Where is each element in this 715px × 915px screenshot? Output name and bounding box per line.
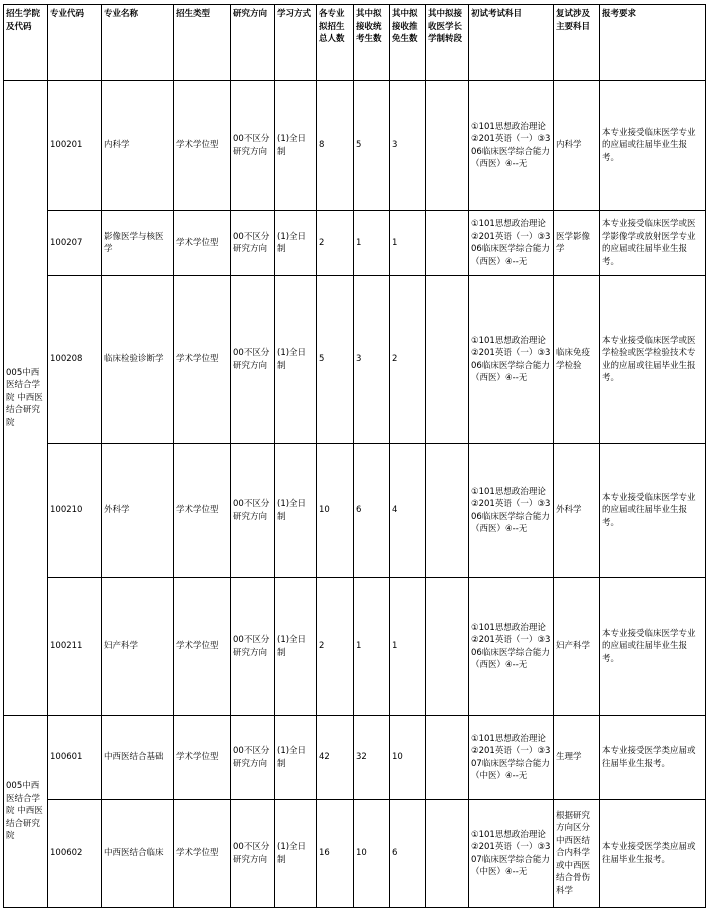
exam-subjects-cell: ①101思想政治理论②201英语（一）③306临床医学综合能力（西医）④--无 [469, 211, 554, 276]
major-code-cell: 100201 [48, 81, 102, 211]
long-program-cell [426, 716, 469, 800]
exam-count-cell: 3 [354, 276, 390, 444]
header-cell: 复试涉及主要科目 [554, 5, 600, 81]
recommend-count-cell: 1 [390, 578, 426, 716]
direction-cell: 00不区分研究方向 [231, 81, 275, 211]
exam-count-cell: 32 [354, 716, 390, 800]
retest-subject-cell: 内科学 [554, 81, 600, 211]
major-name-cell: 中西医结合基础 [102, 716, 174, 800]
major-code-cell: 100207 [48, 211, 102, 276]
total-cell: 2 [317, 578, 354, 716]
retest-subject-cell: 外科学 [554, 444, 600, 578]
total-cell: 8 [317, 81, 354, 211]
major-code-cell: 100210 [48, 444, 102, 578]
table-row [4, 800, 706, 908]
major-name-cell: 内科学 [102, 81, 174, 211]
header-cell: 专业代码 [48, 5, 102, 81]
mode-cell: (1)全日制 [275, 444, 317, 578]
header-cell: 其中拟接收推免生数 [390, 5, 426, 81]
requirement-cell: 本专业接受临床医学专业的应届或往届毕业生报考。 [600, 81, 706, 211]
exam-count-cell: 1 [354, 211, 390, 276]
exam-count-cell: 5 [354, 81, 390, 211]
recommend-count-cell: 10 [390, 716, 426, 800]
direction-cell: 00不区分研究方向 [231, 444, 275, 578]
header-cell: 招生学院及代码 [4, 5, 48, 81]
direction-cell: 00不区分研究方向 [231, 276, 275, 444]
recommend-count-cell: 2 [390, 276, 426, 444]
exam-subjects-cell: ①101思想政治理论②201英语（一）③307临床医学综合能力（中医）④--无 [469, 716, 554, 800]
table-row [4, 276, 706, 444]
exam-count-cell: 10 [354, 800, 390, 908]
mode-cell: (1)全日制 [275, 800, 317, 908]
type-cell: 学术学位型 [174, 716, 231, 800]
exam-count-cell: 1 [354, 578, 390, 716]
major-name-cell: 妇产科学 [102, 578, 174, 716]
long-program-cell [426, 578, 469, 716]
total-cell: 5 [317, 276, 354, 444]
long-program-cell [426, 276, 469, 444]
mode-cell: (1)全日制 [275, 81, 317, 211]
requirement-cell: 本专业接受临床医学专业的应届或往届毕业生报考。 [600, 578, 706, 716]
retest-subject-cell: 根据研究方向区分中西医结合内科学或中西医结合骨伤科学 [554, 800, 600, 908]
recommend-count-cell: 4 [390, 444, 426, 578]
requirement-cell: 本专业接受医学类应届或往届毕业生报考。 [600, 800, 706, 908]
requirement-cell: 本专业接受医学类应届或往届毕业生报考。 [600, 716, 706, 800]
table-row [4, 578, 706, 716]
recommend-count-cell: 6 [390, 800, 426, 908]
college-cell: 005中西医结合学院 中西医结合研究院 [4, 716, 48, 908]
retest-subject-cell: 临床免疫学检验 [554, 276, 600, 444]
header-cell: 各专业拟招生总人数 [317, 5, 354, 81]
header-row [4, 5, 706, 81]
direction-cell: 00不区分研究方向 [231, 578, 275, 716]
long-program-cell [426, 800, 469, 908]
header-cell: 初试考试科目 [469, 5, 554, 81]
requirement-cell: 本专业接受临床医学或医学检验或医学检验技术专业的应届或往届毕业生报考。 [600, 276, 706, 444]
table-row [4, 81, 706, 211]
retest-subject-cell: 医学影像学 [554, 211, 600, 276]
major-code-cell: 100211 [48, 578, 102, 716]
total-cell: 10 [317, 444, 354, 578]
header-cell: 招生类型 [174, 5, 231, 81]
type-cell: 学术学位型 [174, 81, 231, 211]
recommend-count-cell: 3 [390, 81, 426, 211]
table-row [4, 444, 706, 578]
mode-cell: (1)全日制 [275, 716, 317, 800]
college-cell: 005中西医结合学院 中西医结合研究院 [4, 81, 48, 716]
header-cell: 专业名称 [102, 5, 174, 81]
exam-count-cell: 6 [354, 444, 390, 578]
type-cell: 学术学位型 [174, 800, 231, 908]
direction-cell: 00不区分研究方向 [231, 211, 275, 276]
exam-subjects-cell: ①101思想政治理论②201英语（一）③306临床医学综合能力（西医）④--无 [469, 578, 554, 716]
header-cell: 学习方式 [275, 5, 317, 81]
exam-subjects-cell: ①101思想政治理论②201英语（一）③306临床医学综合能力（西医）④--无 [469, 81, 554, 211]
major-name-cell: 中西医结合临床 [102, 800, 174, 908]
requirement-cell: 本专业接受临床医学或医学影像学或放射医学专业的应届或往届毕业生报考。 [600, 211, 706, 276]
type-cell: 学术学位型 [174, 578, 231, 716]
major-name-cell: 影像医学与核医学 [102, 211, 174, 276]
exam-subjects-cell: ①101思想政治理论②201英语（一）③306临床医学综合能力（西医）④--无 [469, 444, 554, 578]
total-cell: 16 [317, 800, 354, 908]
mode-cell: (1)全日制 [275, 211, 317, 276]
type-cell: 学术学位型 [174, 276, 231, 444]
major-name-cell: 临床检验诊断学 [102, 276, 174, 444]
header-cell: 其中拟接收统考生数 [354, 5, 390, 81]
requirement-cell: 本专业接受临床医学专业的应届或往届毕业生报考。 [600, 444, 706, 578]
header-cell: 研究方向 [231, 5, 275, 81]
table-row [4, 211, 706, 276]
table-row [4, 716, 706, 800]
mode-cell: (1)全日制 [275, 578, 317, 716]
recommend-count-cell: 1 [390, 211, 426, 276]
total-cell: 42 [317, 716, 354, 800]
type-cell: 学术学位型 [174, 444, 231, 578]
exam-subjects-cell: ①101思想政治理论②201英语（一）③307临床医学综合能力（中医）④--无 [469, 800, 554, 908]
long-program-cell [426, 211, 469, 276]
direction-cell: 00不区分研究方向 [231, 716, 275, 800]
long-program-cell [426, 81, 469, 211]
major-code-cell: 100602 [48, 800, 102, 908]
mode-cell: (1)全日制 [275, 276, 317, 444]
retest-subject-cell: 妇产科学 [554, 578, 600, 716]
header-cell: 报考要求 [600, 5, 706, 81]
major-code-cell: 100601 [48, 716, 102, 800]
admissions-table [3, 4, 706, 908]
major-name-cell: 外科学 [102, 444, 174, 578]
long-program-cell [426, 444, 469, 578]
exam-subjects-cell: ①101思想政治理论②201英语（一）③306临床医学综合能力（西医）④--无 [469, 276, 554, 444]
retest-subject-cell: 生理学 [554, 716, 600, 800]
type-cell: 学术学位型 [174, 211, 231, 276]
total-cell: 2 [317, 211, 354, 276]
major-code-cell: 100208 [48, 276, 102, 444]
direction-cell: 00不区分研究方向 [231, 800, 275, 908]
header-cell: 其中拟接收医学长学制转段 [426, 5, 469, 81]
